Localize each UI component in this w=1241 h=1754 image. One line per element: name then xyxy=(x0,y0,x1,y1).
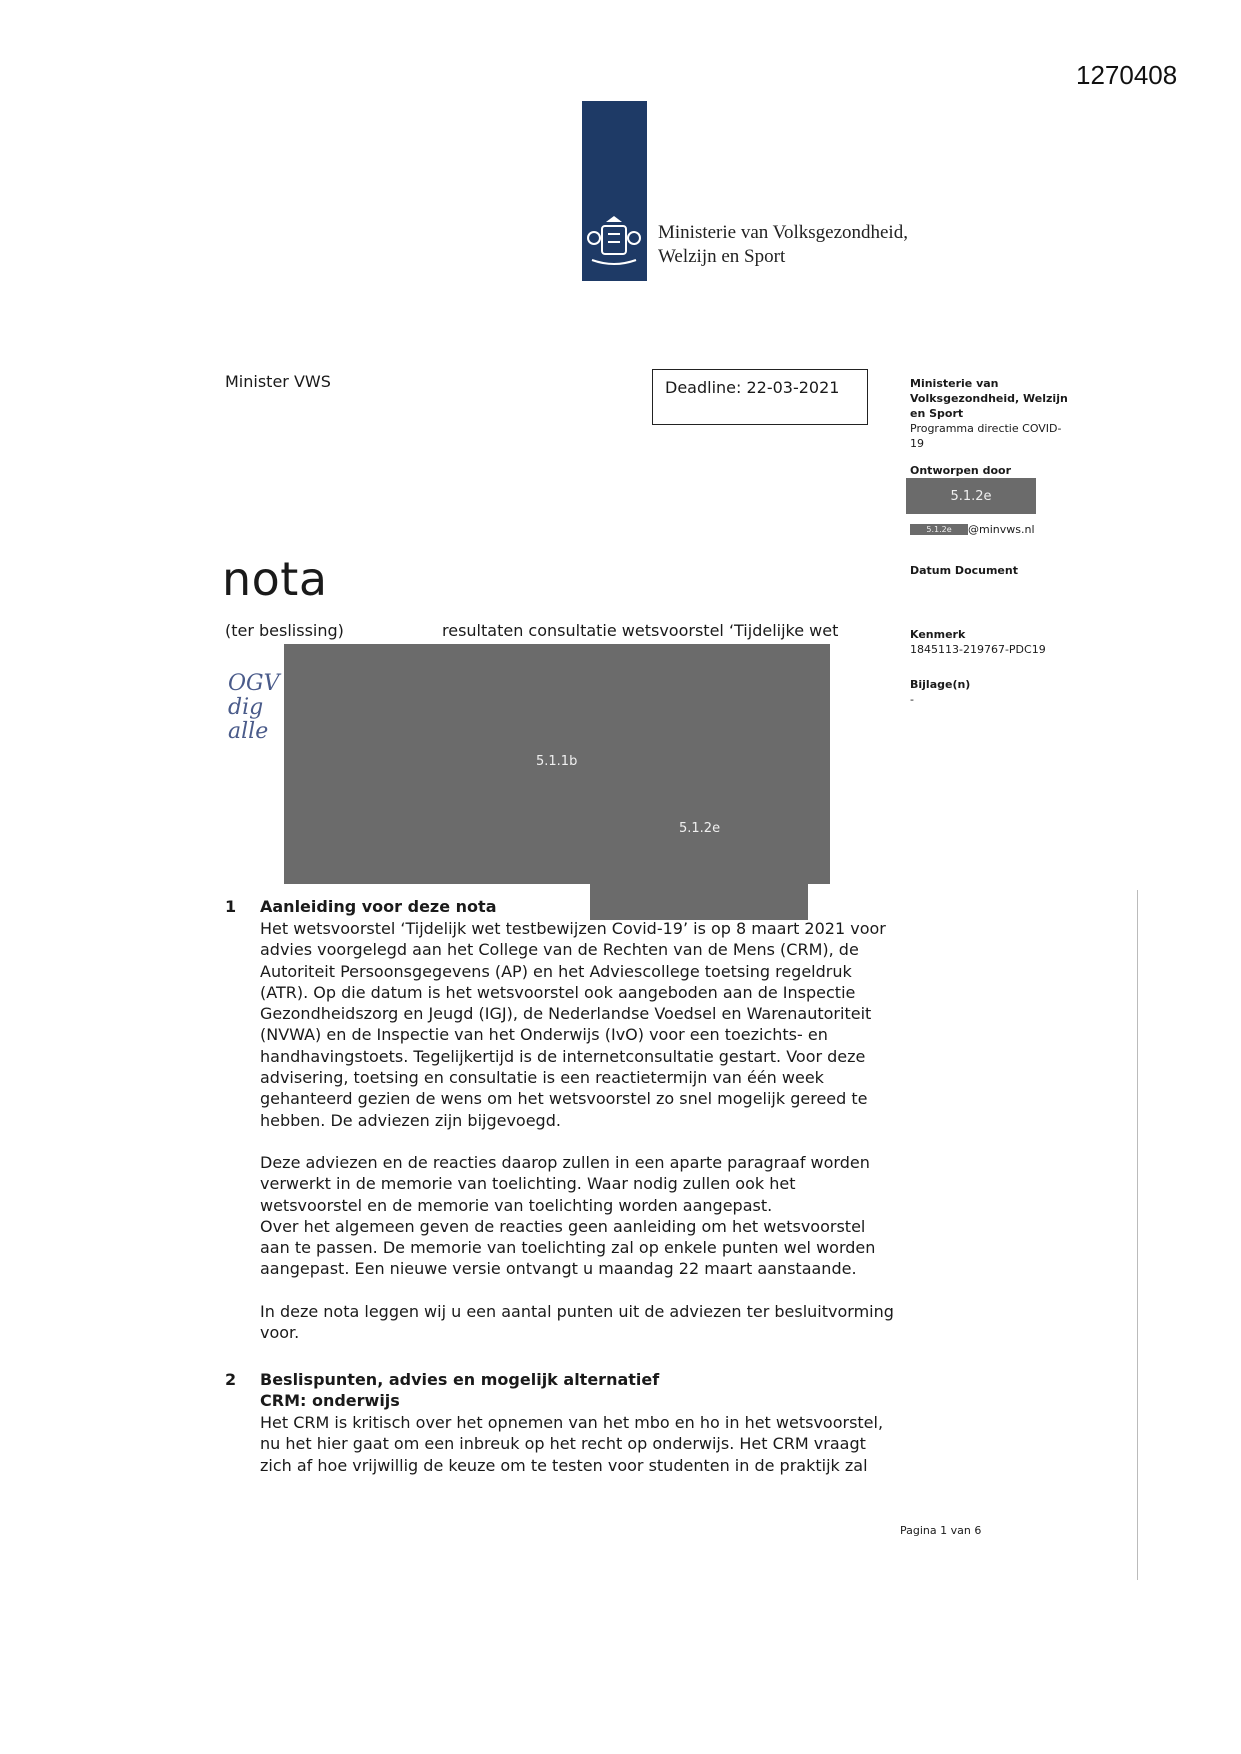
sidebar-attachments-value: - xyxy=(910,693,914,706)
sidebar-org-line2: Volksgezondheid, Welzijn xyxy=(910,392,1068,405)
main-redaction-code: 5.1.1b xyxy=(536,754,578,769)
section2-body xyxy=(260,1412,900,1497)
section2-subheading: CRM: onderwijs xyxy=(260,1391,400,1410)
section1-heading: Aanleiding voor deze nota xyxy=(260,897,497,916)
email-suffix: @minvws.nl xyxy=(968,523,1035,536)
deadline-box: Deadline: 22-03-2021 xyxy=(652,369,868,425)
handwritten-note xyxy=(228,672,280,744)
main-redaction xyxy=(284,644,830,884)
section2-heading: Beslispunten, advies en mogelijk alternatief xyxy=(260,1370,660,1389)
sidebar-org-line1: Ministerie van xyxy=(910,377,999,390)
margin-divider xyxy=(1137,890,1138,1580)
section1-paragraph: Het wetsvoorstel ‘Tijdelijk wet testbewijzen Covid-19’ is op 8 maart 2021 voor advies voorgelegd aan het College van de Rechten van de Mens (CRM), de Autoriteit Persoonsgegevens (AP) en het Adviescollege toetsing regeldruk (ATR). Op die datum is het wetsvoorstel ook aangeboden aan de Inspectie Gezondheidszorg en Jeugd (IGJ), de Nederlandse Voedsel en Warenautoriteit (NVWA) en de Inspectie van het Onderwijs (IvO) voor een toezichts- en handhavingstoets. Tegelijkertijd is de internetconsultatie gestart. Voor deze advisering, toetsing en consultatie is een reactietermijn van één week gehanteerd gezien de wens om het wetsvoorstel zo snel mogelijk gereed te hebben. De adviezen zijn bijgevoegd. xyxy=(260,919,886,1130)
section1-body xyxy=(260,918,900,1364)
sidebar-org-line3: en Sport xyxy=(910,407,964,420)
ministry-name-line2: Welzijn en Sport xyxy=(658,246,786,267)
section2-paragraph: Het CRM is kritisch over het opnemen van het mbo en ho in het wetsvoorstel, nu het hier gaat om een inbreuk op het recht op onderwijs. Het CRM vraagt zich af hoe vrijwillig de keuze om te testen voor studenten in de praktijk zal xyxy=(260,1413,884,1475)
sidebar-email xyxy=(910,522,1090,537)
ministry-name-line1: Ministerie van Volksgezondheid, xyxy=(658,222,908,243)
handwriting-line: alle xyxy=(228,719,269,744)
addressee: Minister VWS xyxy=(225,372,331,391)
section2-number: 2 xyxy=(225,1370,237,1389)
sidebar-metadata xyxy=(910,376,1090,707)
sidebar-date-label: Datum Document xyxy=(910,564,1018,577)
sidebar-reference-label: Kenmerk xyxy=(910,628,966,641)
sidebar-attachments-label: Bijlage(n) xyxy=(910,678,971,691)
redaction-extension xyxy=(590,884,808,920)
sidebar-reference-value: 1845113-219767-PDC19 xyxy=(910,643,1046,656)
secondary-redaction-code: 5.1.2e xyxy=(679,821,721,836)
email-redaction: 5.1.2e xyxy=(910,524,968,535)
sidebar-designed-by-label: Ontworpen door xyxy=(910,464,1011,477)
subject-line: resultaten consultatie wetsvoorstel ‘Tijdelijke wet xyxy=(442,621,839,640)
page-number: Pagina 1 van 6 xyxy=(900,1524,982,1537)
coat-of-arms-icon xyxy=(584,212,644,272)
designed-by-redaction: 5.1.2e xyxy=(906,478,1036,514)
ministry-name xyxy=(658,221,908,269)
section1-number: 1 xyxy=(225,897,237,916)
handwriting-line: dig xyxy=(228,695,264,720)
document-number: 1270408 xyxy=(1076,60,1178,90)
page-title: nota xyxy=(222,552,328,606)
decision-type: (ter beslissing) xyxy=(225,621,344,640)
section1-paragraph: Over het algemeen geven de reacties geen aanleiding om het wetsvoorstel aan te passen. De memorie van toelichting zal op enkele punten wel worden aangepast. Een nieuwe versie ontvangt u maandag 22 maart aanstaande. xyxy=(260,1216,876,1279)
sidebar-program: Programma directie COVID-19 xyxy=(910,422,1062,450)
section1-paragraph: Deze adviezen en de reacties daarop zullen in een aparte paragraaf worden verwerkt in de memorie van toelichting. Waar nodig zullen ook het wetsvoorstel en de memorie van toelichting worden aangepast. xyxy=(260,1152,870,1215)
handwriting-line: OGV xyxy=(228,671,280,696)
section1-paragraph: In deze nota leggen wij u een aantal punten uit de adviezen ter besluitvorming voor. xyxy=(260,1301,894,1343)
